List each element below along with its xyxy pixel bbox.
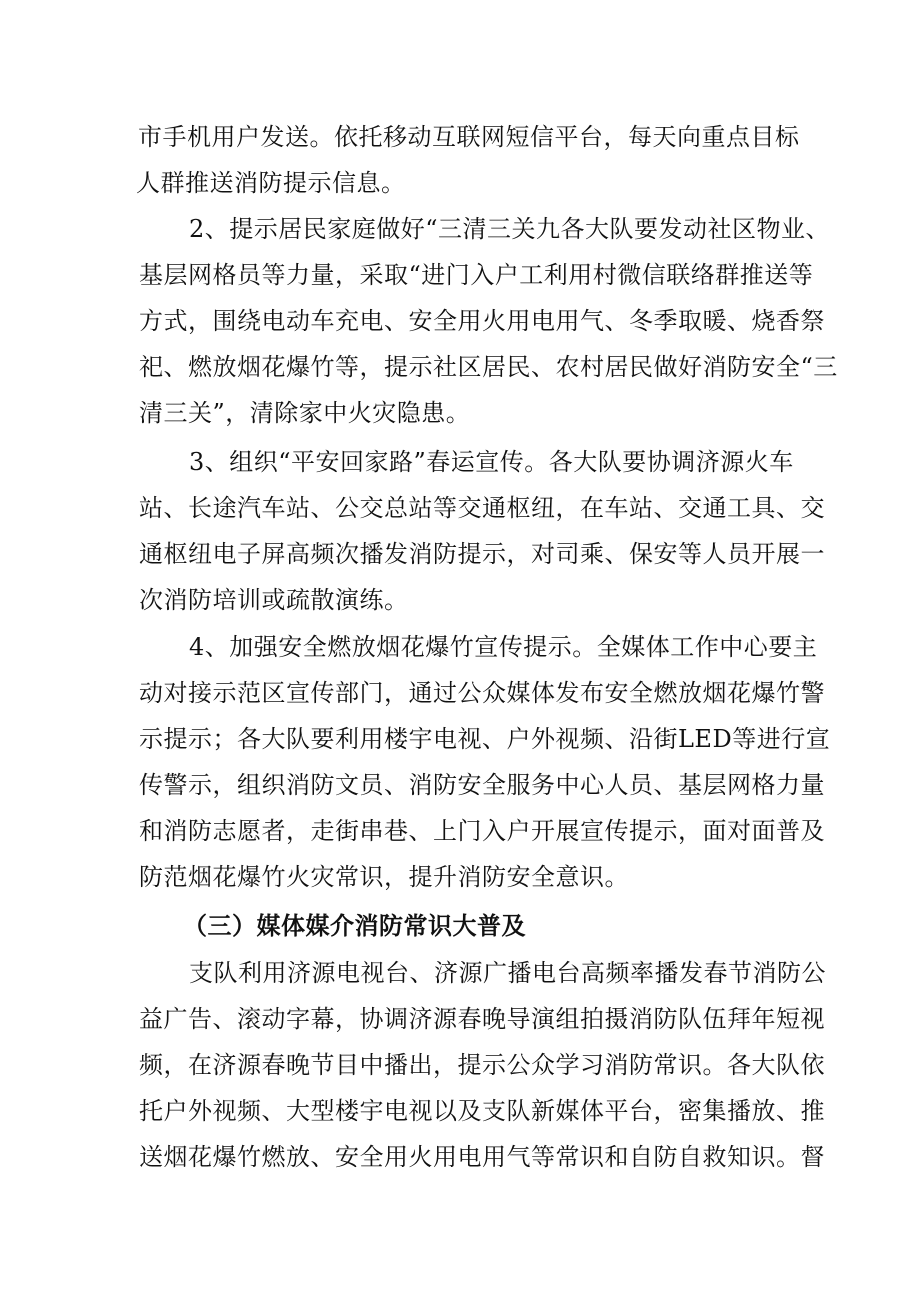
text-line-21: 频，在济源春晚节目中播出，提示公众学习消防常识。各大队依 [139, 1051, 825, 1079]
text-line-6: 祀、燃放烟花爆竹等，提示社区居民、农村居民做好消防安全“三 [139, 353, 838, 381]
text-line-10: 通枢纽电子屏高频次播发消防提示，对司乘、保安等人员开展一 [139, 540, 825, 568]
text-line-20: 益广告、滚动字幕，协调济源春晚导演组拍摄消防队伍拜年短视 [139, 1005, 825, 1033]
text-line-15: 传警示，组织消防文员、消防安全服务中心人员、基层网格力量 [139, 771, 825, 799]
text-line-9: 站、长途汽车站、公交总站等交通枢纽，在车站、交通工具、交 [139, 494, 825, 522]
text-line-4: 基层网格员等力量，采取“进门入户工利用村微信联络群推送等 [139, 261, 814, 289]
section-heading: （三）媒体媒介消防常识大普及 [183, 911, 526, 940]
text-line-19: 支队利用济源电视台、济源广播电台高频率播发春节消防公 [189, 959, 826, 987]
text-line-5: 方式，围绕电动车充电、安全用火用电用气、冬季取暖、烧香祭 [139, 307, 825, 335]
text-line-2: 人群推送消防提示信息。 [136, 169, 406, 197]
text-line-14: 示提示；各大队要利用楼宇电视、户外视频、沿街LED等进行宣 [139, 725, 831, 753]
text-line-17: 防范烟花爆竹火灾常识，提升消防安全意识。 [139, 863, 629, 891]
text-line-1: 市手机用户发送。依托移动互联网短信平台，每天向重点目标 [138, 123, 800, 151]
text-line-8: 3、组织“平安回家路”春运宣传。各大队要协调济源火车 [189, 448, 794, 476]
text-line-16: 和消防志愿者，走街串巷、上门入户开展宣传提示，面对面普及 [139, 817, 825, 845]
text-line-12: 4、加强安全燃放烟花爆竹宣传提示。全媒体工作中心要主 [189, 633, 818, 661]
text-line-3: 2、提示居民家庭做好“三清三关九各大队要发动社区物业、 [189, 215, 831, 243]
text-line-11: 次消防培训或疏散演练。 [139, 586, 409, 614]
text-line-13: 动对接示范区宣传部门，通过公众媒体发布安全燃放烟花爆竹警 [139, 679, 825, 707]
text-line-22: 托户外视频、大型楼宇电视以及支队新媒体平台，密集播放、推 [139, 1097, 825, 1125]
text-line-23: 送烟花爆竹燃放、安全用火用电用气等常识和自防自救知识。督 [139, 1143, 825, 1171]
text-line-7: 清三关”，清除家中火灾隐患。 [139, 399, 471, 427]
